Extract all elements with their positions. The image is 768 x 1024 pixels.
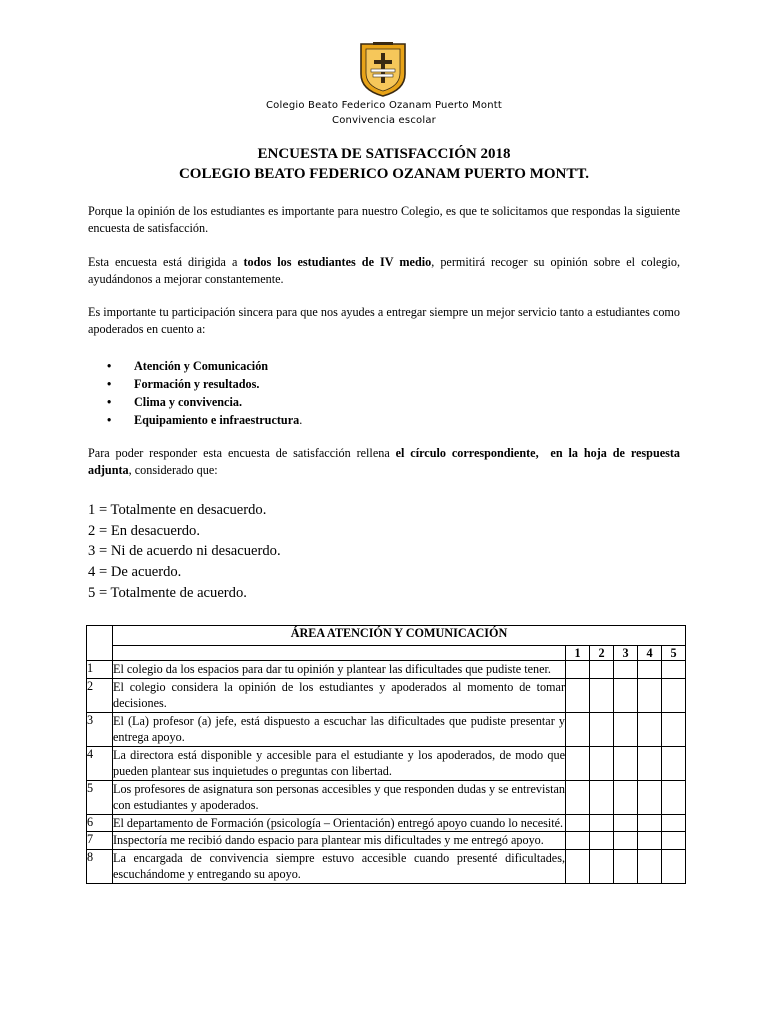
table-row <box>87 661 686 679</box>
school-crest-logo <box>357 38 409 98</box>
table-area-header-row <box>87 626 686 646</box>
answer-cell-2[interactable] <box>590 849 614 883</box>
scale-header-3: 3 <box>614 646 638 661</box>
answer-cell-3[interactable] <box>614 832 638 850</box>
area-item: • Equipamiento e infraestructura. <box>134 411 302 429</box>
intro-p2-start: Esta encuesta está dirigida a <box>88 255 244 269</box>
answer-cell-1[interactable] <box>566 712 590 746</box>
answer-cell-5[interactable] <box>662 661 686 679</box>
area-item: • Atención y Comunicación <box>134 357 302 375</box>
answer-cell-1[interactable] <box>566 661 590 679</box>
answer-cell-3[interactable] <box>614 780 638 814</box>
scale-header-1: 1 <box>566 646 590 661</box>
scale-header-2: 2 <box>590 646 614 661</box>
scale-legend <box>88 500 281 604</box>
answer-cell-5[interactable] <box>662 814 686 832</box>
question-number: 3 <box>87 712 113 746</box>
answer-cell-3[interactable] <box>614 712 638 746</box>
intro-paragraph-1: Porque la opinión de los estudiantes es importante para nuestro Colegio, es que te solicitamos que respondas la siguiente encuesta de satisfacción. <box>88 204 680 235</box>
answer-cell-1[interactable] <box>566 814 590 832</box>
answer-cell-3[interactable] <box>614 746 638 780</box>
survey-title: ENCUESTA DE SATISFACCIÓN 2018 <box>257 146 511 162</box>
areas-list <box>88 357 302 429</box>
answer-cell-2[interactable] <box>590 712 614 746</box>
answer-cell-2[interactable] <box>590 832 614 850</box>
answer-cell-2[interactable] <box>590 678 614 712</box>
question-number: 4 <box>87 746 113 780</box>
school-name-line: Colegio Beato Federico Ozanam Puerto Montt <box>266 100 502 111</box>
answer-cell-3[interactable] <box>614 814 638 832</box>
question-text: La encargada de convivencia siempre estuvo accesible cuando presenté dificultades, escuchándome y entregando su apoyo. <box>113 850 565 881</box>
answer-cell-1[interactable] <box>566 849 590 883</box>
answer-cell-2[interactable] <box>590 746 614 780</box>
question-number: 8 <box>87 849 113 883</box>
table-scale-header-row <box>87 646 686 661</box>
question-text: El colegio da los espacios para dar tu opinión y plantear las dificultades que pudiste tener. <box>113 661 566 679</box>
table-row <box>87 746 686 780</box>
question-text: El colegio considera la opinión de los estudiantes y apoderados al momento de tomar decisiones. <box>113 679 565 710</box>
answer-cell-1[interactable] <box>566 746 590 780</box>
answer-cell-1[interactable] <box>566 832 590 850</box>
answer-cell-2[interactable] <box>590 814 614 832</box>
question-text: La directora está disponible y accesible para el estudiante y los apoderados, de modo que pueden plantear sus inquietudes o preguntas con libertad. <box>113 747 565 778</box>
area-item: • Clima y convivencia. <box>134 393 302 411</box>
answer-cell-4[interactable] <box>638 780 662 814</box>
answer-cell-2[interactable] <box>590 661 614 679</box>
answer-cell-5[interactable] <box>662 678 686 712</box>
answer-cell-4[interactable] <box>638 661 662 679</box>
scale-header-4: 4 <box>638 646 662 661</box>
blank-corner-cell <box>87 626 113 661</box>
question-text: El departamento de Formación (psicología – Orientación) entregó apoyo cuando lo necesité. <box>113 814 566 832</box>
intro-paragraph-3: Es importante tu participación sincera para que nos ayudes a entregar siempre un mejor servicio tanto a estudiantes como apoderados en cuento a: <box>88 305 680 336</box>
survey-table <box>86 625 686 884</box>
area-item: • Formación y resultados. <box>134 375 302 393</box>
table-row <box>87 780 686 814</box>
answer-cell-4[interactable] <box>638 832 662 850</box>
answer-cell-1[interactable] <box>566 780 590 814</box>
answer-cell-5[interactable] <box>662 746 686 780</box>
scale-item: 4 = De acuerdo. <box>88 564 182 581</box>
answer-cell-3[interactable] <box>614 678 638 712</box>
unit-name-line: Convivencia escolar <box>332 115 436 126</box>
question-number: 1 <box>87 661 113 679</box>
question-text: El (La) profesor (a) jefe, está dispuesto a escuchar las dificultades que pudiste presentar y entrega apoyo. <box>113 713 565 744</box>
answer-cell-3[interactable] <box>614 849 638 883</box>
answer-cell-5[interactable] <box>662 849 686 883</box>
answer-cell-3[interactable] <box>614 661 638 679</box>
table-row <box>87 849 686 883</box>
intro-p2-end: , permitirá recoger su opinión sobre el colegio, ayudándonos a mejorar constantemente. <box>88 255 680 286</box>
table-row <box>87 832 686 850</box>
scale-item: 2 = En desacuerdo. <box>88 522 200 539</box>
answer-cell-4[interactable] <box>638 814 662 832</box>
answer-cell-4[interactable] <box>638 849 662 883</box>
scale-item: 5 = Totalmente de acuerdo. <box>88 584 247 601</box>
answer-cell-5[interactable] <box>662 712 686 746</box>
scale-item: 3 = Ni de acuerdo ni desacuerdo. <box>88 543 281 560</box>
scale-item: 1 = Totalmente en desacuerdo. <box>88 502 267 518</box>
answer-cell-1[interactable] <box>566 678 590 712</box>
table-row <box>87 814 686 832</box>
area-title: ÁREA ATENCIÓN Y COMUNICACIÓN <box>113 626 686 646</box>
table-row <box>87 712 686 746</box>
question-number: 7 <box>87 832 113 850</box>
answer-cell-4[interactable] <box>638 678 662 712</box>
answer-cell-5[interactable] <box>662 780 686 814</box>
answer-cell-2[interactable] <box>590 780 614 814</box>
scale-header-5: 5 <box>662 646 686 661</box>
answer-cell-4[interactable] <box>638 746 662 780</box>
question-header-blank <box>113 646 566 661</box>
question-number: 6 <box>87 814 113 832</box>
intro-p2-bold: todos los estudiantes de IV medio <box>243 255 432 269</box>
question-text: Inspectoría me recibió dando espacio para plantear mis dificultades y me entregó apoyo. <box>113 832 566 850</box>
instructions-paragraph: Para poder responder esta encuesta de satisfacción rellena el círculo correspondiente, en la hoja de respuesta adjunta, considerado que: <box>88 446 681 477</box>
survey-subtitle: COLEGIO BEATO FEDERICO OZANAM PUERTO MONTT. <box>178 166 590 182</box>
answer-cell-4[interactable] <box>638 712 662 746</box>
intro-paragraph-2 <box>88 254 680 288</box>
question-number: 5 <box>87 780 113 814</box>
table-row <box>87 678 686 712</box>
question-number: 2 <box>87 678 113 712</box>
answer-cell-5[interactable] <box>662 832 686 850</box>
question-text: Los profesores de asignatura son personas accesibles y que responden dudas y se entrevistan con estudiantes y apoderados. <box>113 781 565 812</box>
